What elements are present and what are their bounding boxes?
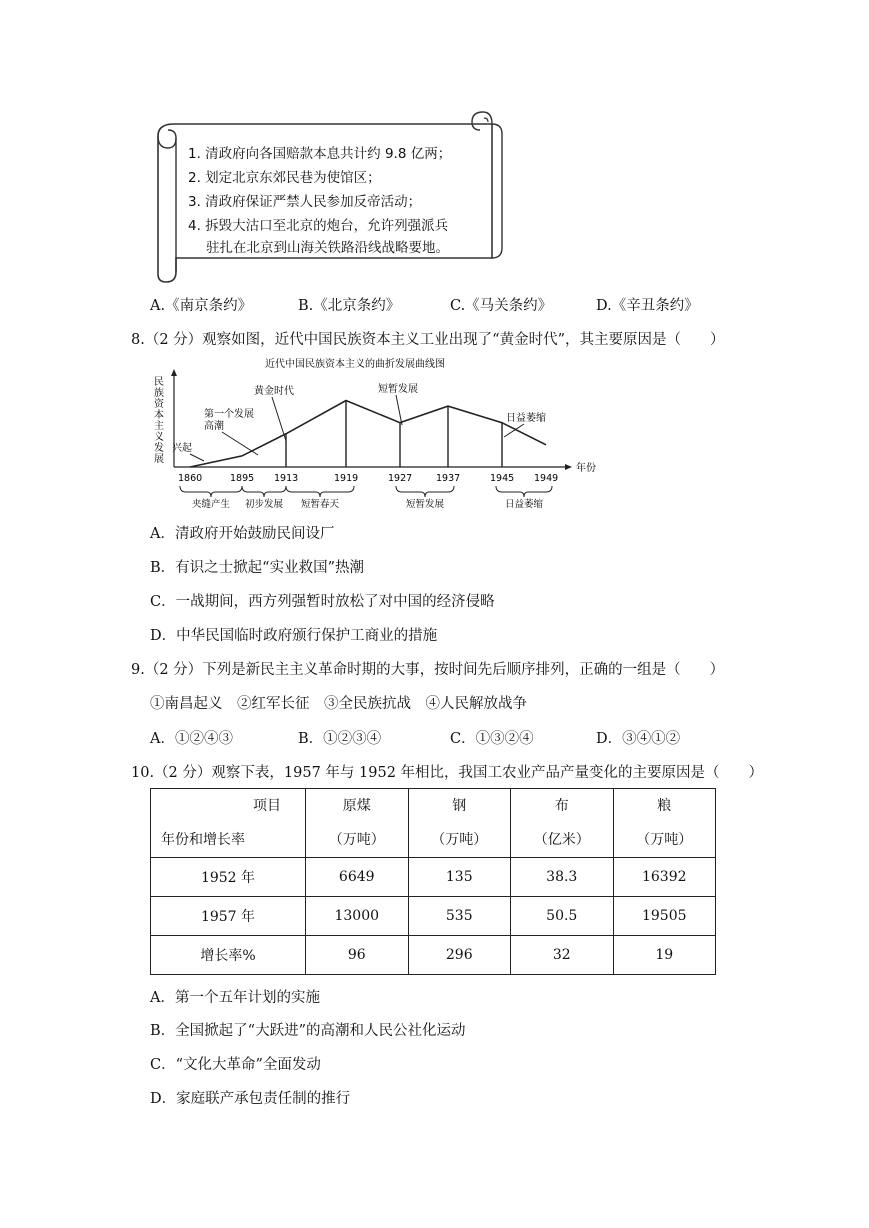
q8-option-d[interactable]: D．中华民国临时政府颁行保护工商业的措施 [150,628,438,644]
period-label: 日益萎缩 [504,499,544,510]
corner-bottom-label: 年份和增长率 [161,832,245,848]
table-cell: 6649 [306,858,409,897]
q7-option-a[interactable]: A.《南京条约》 [150,298,253,314]
column-unit: （亿米） [533,832,590,848]
column-unit: （万吨） [636,832,693,848]
table-cell: 135 [408,858,511,897]
annotation-pointer [190,454,204,461]
curve-annotation: 日益萎缩 [506,413,546,424]
curve-annotation: 高潮 [204,421,224,432]
curve-annotation: 黄金时代 [254,386,294,397]
scroll-line-4: 4. 拆毁大沽口至北京的炮台，允许列强派兵 [188,218,449,234]
period-label: 短暂春天 [300,499,340,510]
period-brace [496,486,552,497]
table-cell: 13000 [306,897,409,936]
q9-stem: 9.（2 分）下列是新民主主义革命时期的大事，按时间先后顺序排列，正确的一组是（ ） [131,662,725,678]
chart-ylabel-char: 族 [154,388,164,399]
table-cell: 19 [613,936,716,975]
scroll-line-5: 驻扎在北京到山海关铁路沿线战略要地。 [206,240,449,256]
q9-option-a[interactable]: A．①②④③ [150,731,233,747]
chart-ylabel [154,376,165,465]
chart-ylabel-char: 展 [154,454,164,465]
table-row [151,897,716,936]
chart-ylabel-char: 资 [154,399,164,410]
annotation-pointer [222,432,258,455]
row-label: 1952 年 [151,858,306,897]
q7-option-d[interactable]: D.《辛丑条约》 [596,298,699,314]
corner-top-label: 项目 [253,798,281,814]
table-cell: 535 [408,897,511,936]
table-cell: 32 [511,936,614,975]
table-row [151,858,716,897]
x-tick-label: 1927 [388,473,413,484]
production-table [150,788,716,975]
period-label: 短暂发展 [405,499,445,510]
column-unit: （万吨） [431,832,488,848]
table-cell: 96 [306,936,409,975]
q10-option-c[interactable]: C．“文化大革命”全面发动 [150,1057,321,1073]
table-cell: 296 [408,936,511,975]
x-tick-label: 1949 [534,473,559,484]
table-row [151,936,716,975]
table-cell: 16392 [613,858,716,897]
period-brace [180,486,242,497]
row-label: 增长率% [151,936,306,975]
q9-option-c[interactable]: C．①③②④ [450,731,534,747]
period-brace [396,486,454,497]
table-header-row [151,789,716,858]
table-header-cell [613,789,716,858]
q9-events: ①南昌起义 ②红军长征 ③全民族抗战 ④人民解放战争 [150,696,527,712]
table-header-cell [408,789,511,858]
table-corner-cell [151,789,306,858]
x-tick-label: 1913 [274,473,299,484]
table-cell: 38.3 [511,858,614,897]
q8-option-c[interactable]: C．一战期间，西方列强暂时放松了对中国的经济侵略 [150,594,495,610]
table-header-cell [306,789,409,858]
row-label: 1957 年 [151,897,306,936]
x-tick-label: 1937 [436,473,461,484]
scroll-line-3: 3. 清政府保证严禁人民参加反帝活动； [188,194,422,210]
scroll-line-1: 1. 清政府向各国赔款本息共计约 9.8 亿两； [188,146,452,162]
annotation-pointer [272,397,286,441]
period-brace [286,486,354,497]
q10-option-a[interactable]: A．第一个五年计划的实施 [150,990,320,1006]
development-curve-chart [150,355,610,515]
table-header-cell [511,789,614,858]
q7-option-b[interactable]: B.《北京条约》 [298,298,401,314]
column-name: 布 [554,798,569,814]
y-axis-arrow [171,369,177,376]
period-brace [242,486,286,497]
period-label: 初步发展 [244,499,284,510]
period-label: 夹缝产生 [191,499,231,510]
curve-annotation: 第一个发展 [204,409,254,420]
chart-xlabel: 年份 [576,463,596,474]
table-cell: 19505 [613,897,716,936]
q9-option-d[interactable]: D．③④①② [596,731,681,747]
scroll-line-2: 2. 划定北京东郊民巷为使馆区； [188,170,381,186]
q10-option-b[interactable]: B．全国掀起了“大跃进”的高潮和人民公社化运动 [150,1023,466,1039]
q8-option-b[interactable]: B．有识之士掀起“实业救国”热潮 [150,560,364,576]
q10-stem: 10.（2 分）观察下表，1957 年与 1952 年相比，我国工农业产品产量变化的主要原因是（ ） [131,765,764,781]
x-axis-arrow [565,464,572,470]
chart-ylabel-char: 民 [154,377,164,388]
column-unit: （万吨） [328,832,385,848]
x-tick-label: 1860 [178,473,203,484]
chart-ylabel-char: 义 [154,432,164,443]
q10-option-d[interactable]: D．家庭联产承包责任制的推行 [150,1091,351,1107]
chart-ylabel-char: 发 [154,443,164,454]
q7-option-c[interactable]: C.《马关条约》 [450,298,553,314]
table-cell: 50.5 [511,897,614,936]
x-tick-label: 1895 [230,473,255,484]
column-name: 钢 [452,798,467,814]
q8-stem: 8.（2 分）观察如图，近代中国民族资本主义工业出现了“黄金时代”，其主要原因是（ ） [131,332,725,348]
curve-annotation: 短暂发展 [378,384,418,395]
treaty-scroll-figure [150,108,510,286]
x-tick-label: 1919 [334,473,359,484]
q9-option-b[interactable]: B．①②③④ [298,731,382,747]
q8-option-a[interactable]: A．清政府开始鼓励民间设厂 [150,526,335,542]
x-tick-label: 1945 [490,473,515,484]
column-name: 粮 [657,798,672,814]
chart-ylabel-char: 主 [154,421,164,432]
chart-title: 近代中国民族资本主义的曲折发展曲线图 [265,359,445,370]
chart-ylabel-char: 本 [154,410,164,421]
curve-annotation: 兴起 [172,443,192,454]
annotation-pointer [396,395,402,425]
column-name: 原煤 [342,798,371,814]
